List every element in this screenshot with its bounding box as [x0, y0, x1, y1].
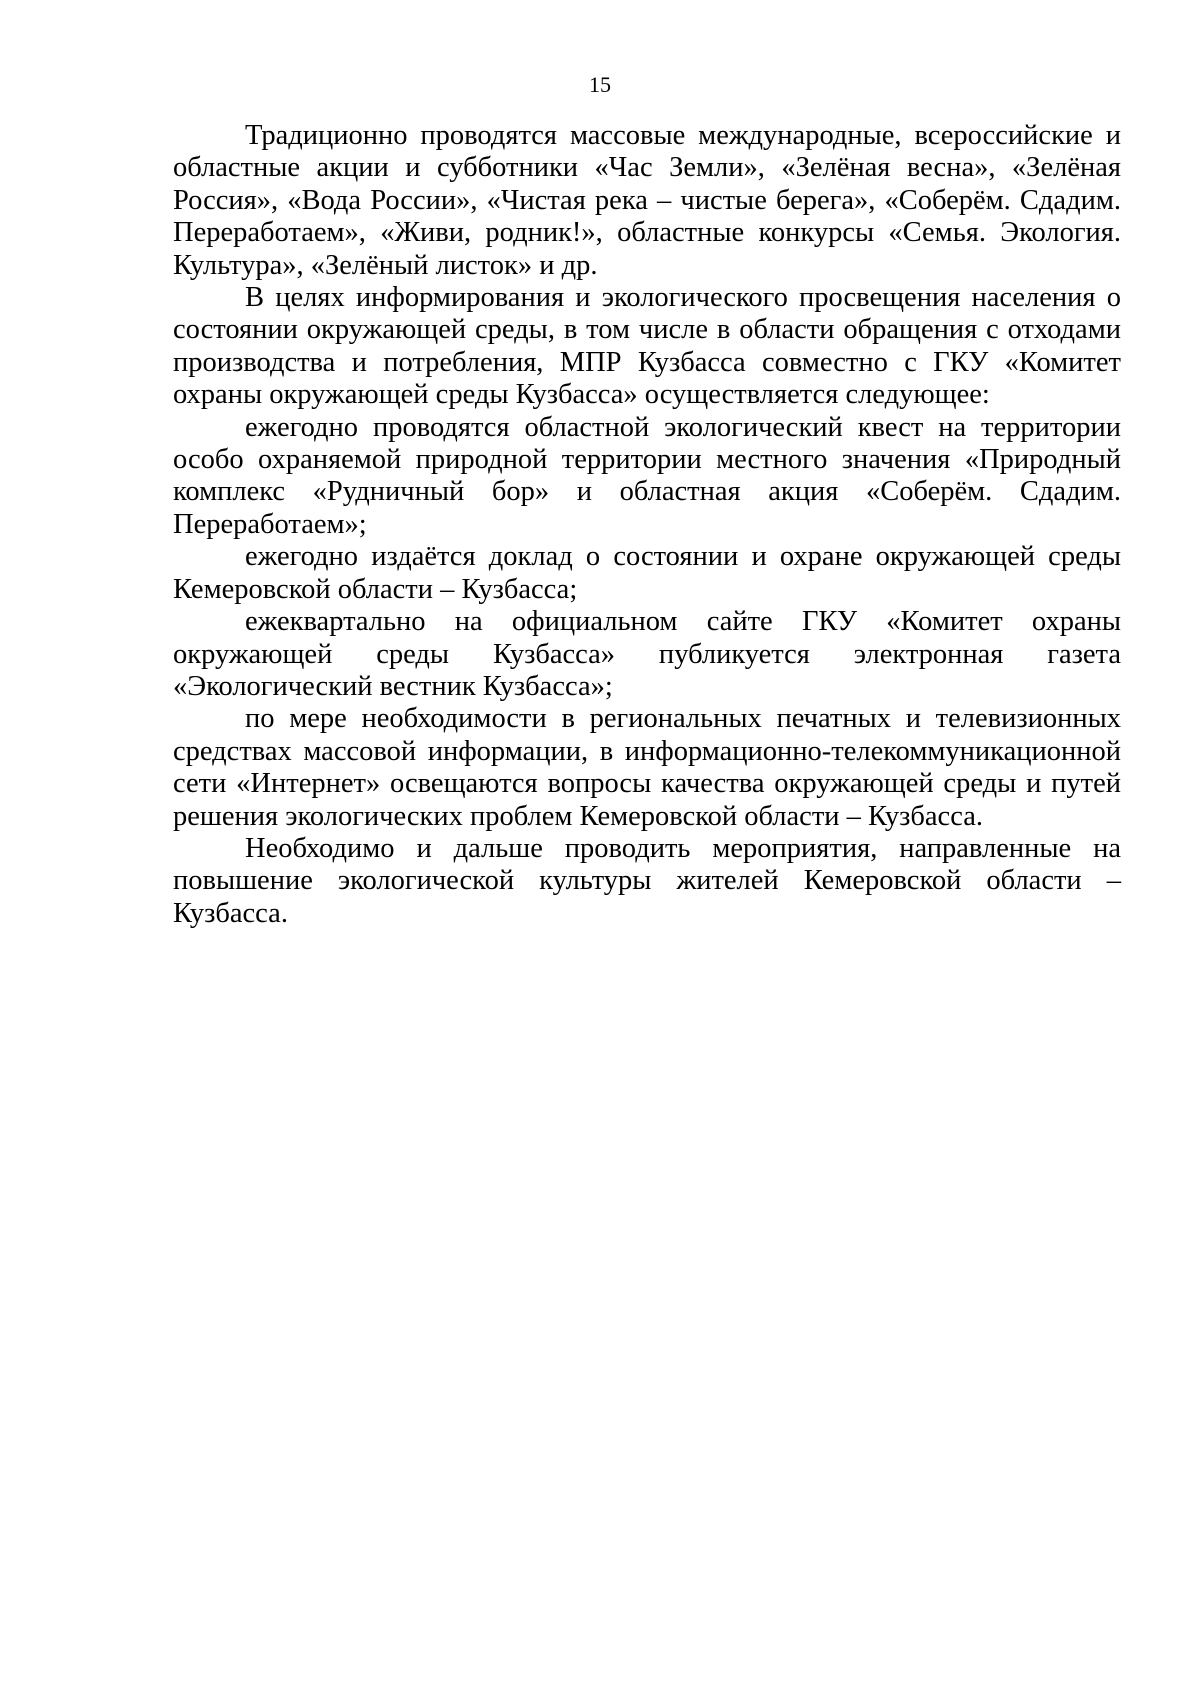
paragraph-media-coverage: по мере необходимости в региональных печатных и телевизионных средствах массовой информации, в информационно-телекоммуникационной сети «Интернет» освещаются вопросы качества окружающей среды и путей решения экологических проблем Кемеровской области – Кузбасса.	[173, 703, 1121, 832]
paragraph-conclusion: Необходимо и дальше проводить мероприятия, направленные на повышение экологической культуры жителей Кемеровской области – Кузбасса.	[173, 832, 1121, 929]
paragraph-quarterly-newspaper: ежеквартально на официальном сайте ГКУ «Комитет охраны окружающей среды Кузбасса» публикуется электронная газета «Экологический вестник Кузбасса»;	[173, 606, 1121, 702]
paragraph-information-purpose: В целях информирования и экологического просвещения населения о состоянии окружающей среды, в том числе в области обращения с отходами производства и потребления, МПР Кузбасса совместно с ГКУ «Комитет охраны окружающей среды Кузбасса» осуществляется следующее:	[173, 282, 1121, 411]
paragraph-eco-quest: ежегодно проводятся областной экологический квест на территории особо охраняемой природной территории местного значения «Природный комплекс «Рудничный бор» и областная акция «Соберём. Сдадим. Переработаем»;	[173, 411, 1121, 540]
document-body	[173, 120, 1121, 930]
paragraph-mass-actions: Традиционно проводятся массовые международные, всероссийские и областные акции и субботники «Час Земли», «Зелёная весна», «Зелёная Россия», «Вода России», «Чистая река – чистые берега», «Соберём. Сдадим. Переработаем», «Живи, родник!», областные конкурсы «Семья. Экология. Культура», «Зелёный листок» и др.	[173, 120, 1121, 281]
paragraph-annual-report: ежегодно издаётся доклад о состоянии и охране окружающей среды Кемеровской области – Кузбасса;	[173, 541, 1121, 605]
page-number: 15	[589, 72, 611, 97]
